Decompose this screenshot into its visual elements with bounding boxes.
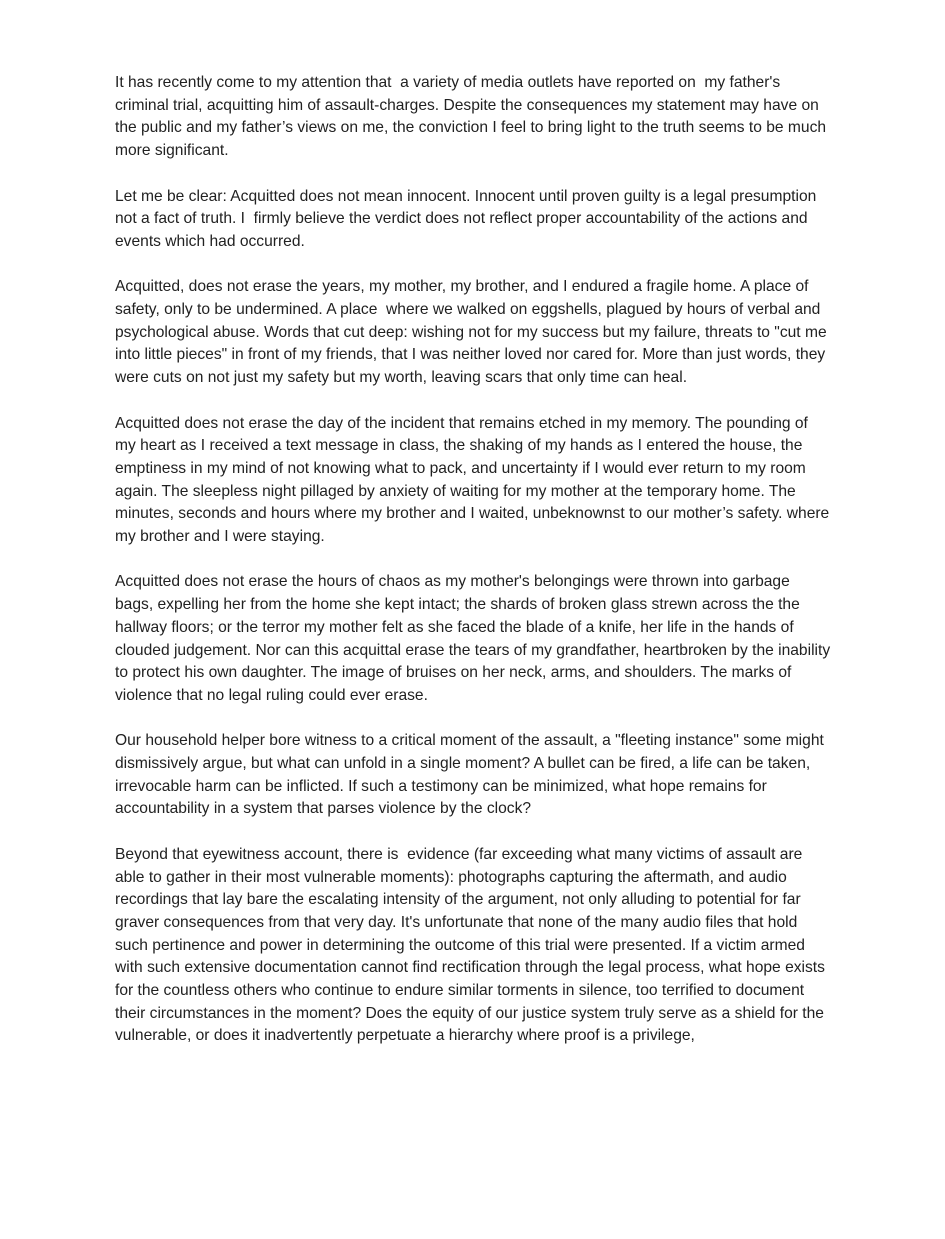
paragraph-evidence-and-justice-system: Beyond that eyewitness account, there is evidence (far exceeding what many victims of assault are able to gather in their most vulnerable moments): photographs capturing the aftermath, and audio recordings that lay bare the escalating intensity of the argument, not only alluding to potential for far graver consequences from that very day. It's unfortunate that none of the many audio files that hold such pertinence and power in determining the outcome of this trial were presented. If a victim armed with such extensive documentation cannot find rectification through the legal process, what hope exists for the countless others who continue to endure similar torments in silence, too terrified to document their circumstances in the moment? Does the equity of our justice system truly serve as a shield for the vulnerable, or does it inadvertently perpetuate a hierarchy where proof is a privilege,: [115, 845, 830, 1045]
paragraph-years-endured: Acquitted, does not erase the years, my mother, my brother, and I endured a fragile home. A place of safety, only to be undermined. A place where we walked on eggshells, plagued by hours of verbal and psychological abuse. Words that cut deep: wishing not for my success but my failure, threats to "cut me into little pieces" in front of my friends, that I was neither loved nor cared for. More than just words, they were cuts on not just my safety but my worth, leaving scars that only time can heal.: [115, 278, 831, 387]
paragraph-intro-media-reports: It has recently come to my attention that a variety of media outlets have reported on my father's criminal trial, acquitting him of assault-charges. Despite the consequences my statement may have on the public and my father’s views on me, the conviction I feel to bring light to the truth seems to be much more significant.: [115, 74, 831, 160]
paragraph-household-helper-witness: Our household helper bore witness to a critical moment of the assault, a "fleeting instance" some might dismissively argue, but what can unfold in a single moment? A bullet can be fired, a life can be taken, irrevocable harm can be inflicted. If such a testimony can be minimized, what hope remains for accountability in a system that parses violence by the clock?: [115, 732, 829, 818]
paragraph-hours-of-chaos: Acquitted does not erase the hours of chaos as my mother's belongings were thrown into garbage bags, expelling her from the home she kept intact; the shards of broken glass strewn across the the hallway floors; or the terror my mother felt as she faced the blade of a knife, her life in the hands of clouded judgement. Nor can this acquittal erase the tears of my grandfather, heartbroken by the inability to protect his own daughter. The image of bruises on her neck, arms, and shoulders. The marks of violence that no legal ruling could ever erase.: [115, 573, 835, 704]
paragraph-acquitted-not-innocent: Let me be clear: Acquitted does not mean innocent. Innocent until proven guilty is a legal presumption not a fact of truth. I firmly believe the verdict does not reflect proper accountability of the actions and events which had occurred.: [115, 187, 821, 250]
paragraph-day-of-incident: Acquitted does not erase the day of the incident that remains etched in my memory. The pounding of my heart as I received a text message in class, the shaking of my hands as I entered the house, the emptiness in my mind of not knowing what to pack, and uncertainty if I would ever return to my room again. The sleepless night pillaged by anxiety of waiting for my mother at the temporary home. The minutes, seconds and hours where my brother and I waited, unbeknownst to our mother’s safety. where my brother and I were staying.: [115, 414, 834, 546]
